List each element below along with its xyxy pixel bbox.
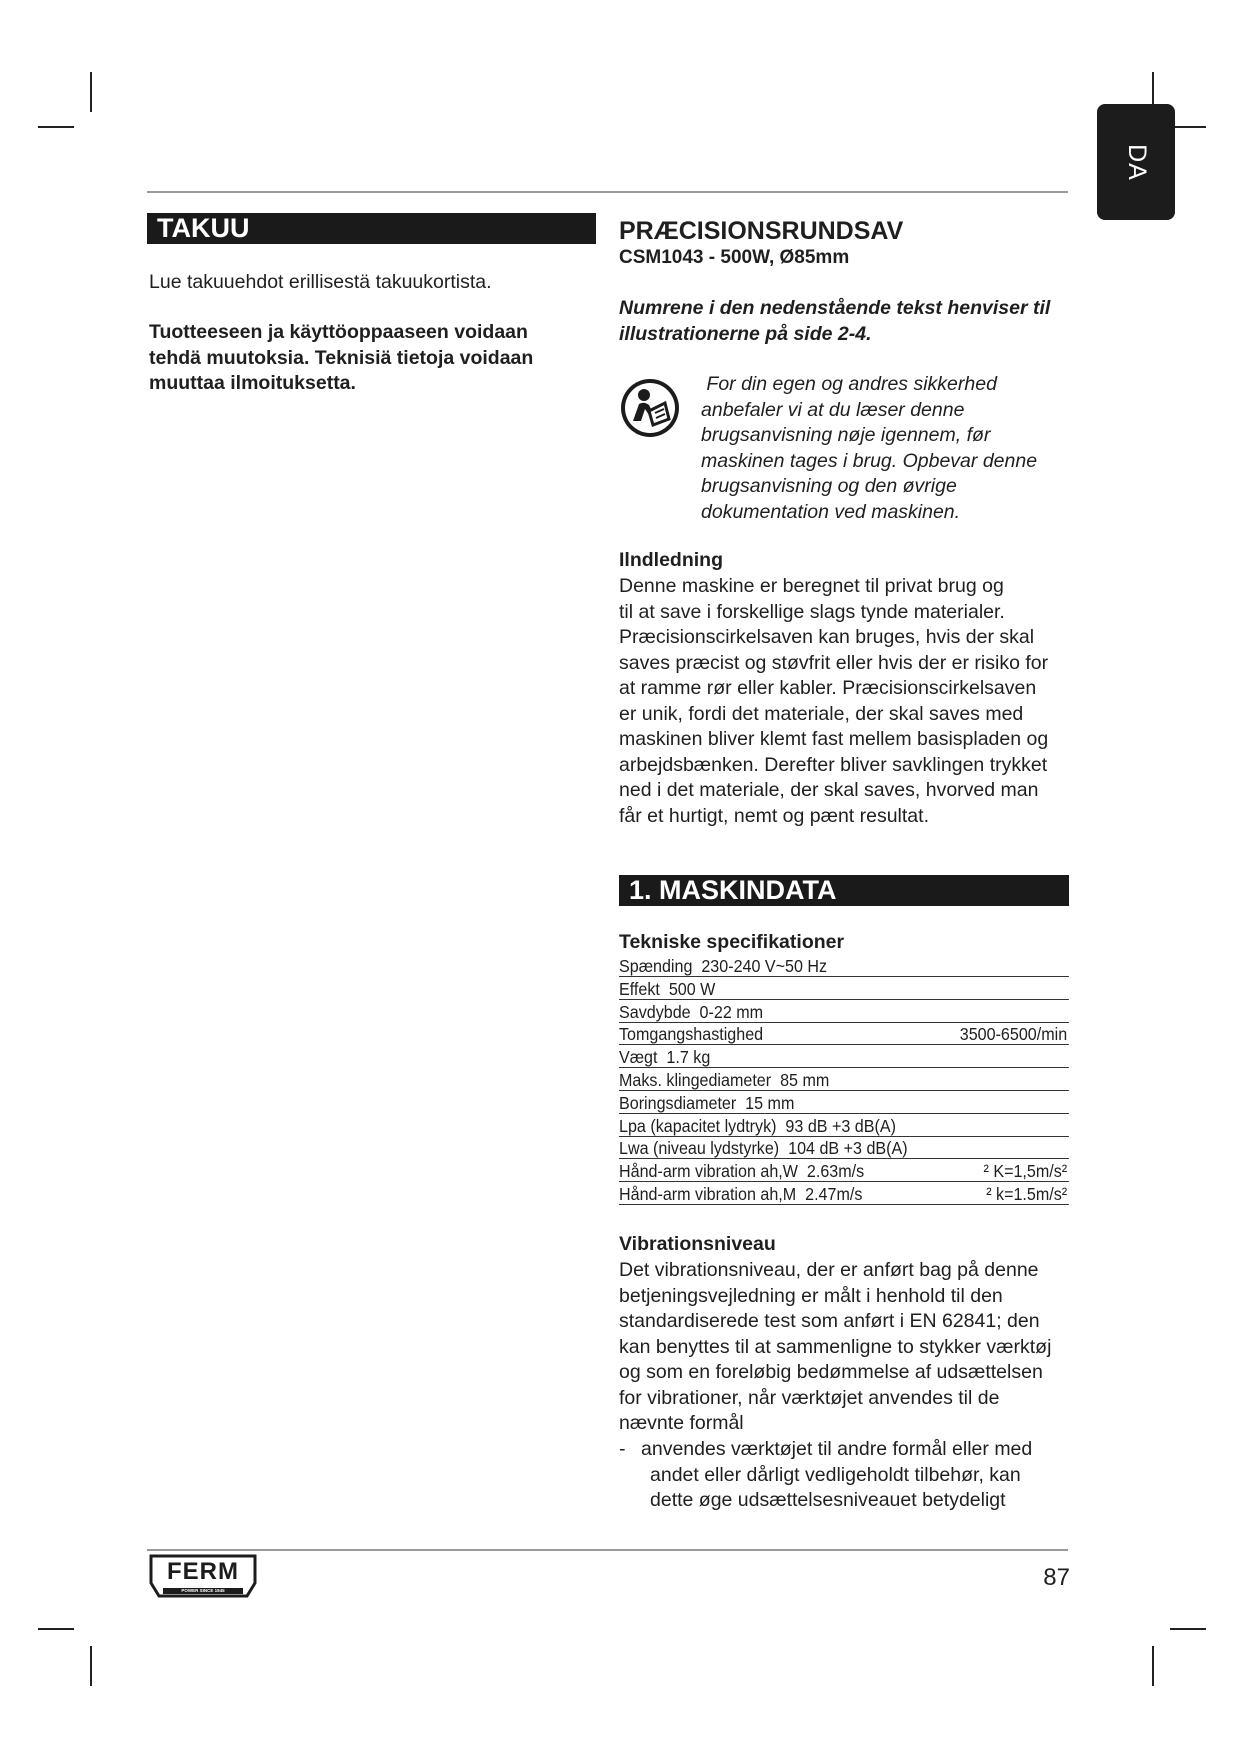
dash-marker: - <box>619 1438 626 1460</box>
spec-row <box>619 1116 1069 1137</box>
crop-mark <box>38 126 74 128</box>
text-line: dette øge udsættelsesniveauet betydeligt <box>650 1489 1006 1511</box>
takuu-paragraph: Lue takuuehdot erillisestä takuukortista. <box>149 271 492 293</box>
spec-label: Lpa (kapacitet lydtryk) 93 dB +3 dB(A) <box>619 1115 896 1136</box>
spec-label: Boringsdiameter 15 mm <box>619 1092 795 1113</box>
text-line: er unik, fordi det materiale, der skal saves med <box>619 702 1024 725</box>
spec-label: Savdybde 0-22 mm <box>619 1001 764 1022</box>
text-line: at ramme rør eller kabler. Præcisionscirkelsaven <box>619 677 1037 699</box>
text-line: Præcisionscirkelsaven kan bruges, hvis der skal <box>619 626 1035 648</box>
spec-heading: Tekniske specifikationer <box>619 931 845 953</box>
text-line: Denne maskine er beregnet til privat brug og <box>619 575 1004 597</box>
maskindata-banner <box>619 875 1069 906</box>
spec-label: Spænding 230-240 V~50 Hz <box>619 956 828 976</box>
spec-row <box>619 979 1069 1000</box>
spec-label: Effekt 500 W <box>619 978 716 999</box>
spec-value <box>1067 1002 1069 1022</box>
illustration-reference <box>619 296 1069 347</box>
text-line: Numrene i den nedenstående tekst henviser til <box>619 297 1051 319</box>
spec-row <box>619 1024 1069 1045</box>
text-line: illustrationerne på side 2-4. <box>619 322 872 345</box>
spec-value <box>1067 1070 1069 1090</box>
crop-mark <box>38 1628 74 1630</box>
spec-value <box>1067 956 1069 976</box>
text-line: ned i det materiale, der skal saves, hvorved man <box>619 779 1039 801</box>
text-line: arbejdsbænken. Derefter bliver savklingen trykket <box>619 753 1048 776</box>
spec-row <box>619 1070 1069 1091</box>
text-line: maskinen bliver klemt fast mellem basispladen og <box>619 728 1049 750</box>
spec-row <box>619 1002 1069 1023</box>
product-model: CSM1043 - 500W, Ø85mm <box>619 247 850 268</box>
page-number: 87 <box>1043 1564 1070 1591</box>
spec-table <box>619 956 1069 1207</box>
spec-value: ² K=1,5m/s² <box>983 1161 1068 1182</box>
crop-mark <box>90 72 92 112</box>
text-line: for vibrationer, når værktøjet anvendes til de <box>619 1386 1000 1409</box>
spec-value: ² k=1.5m/s² <box>986 1183 1068 1204</box>
read-manual-icon <box>619 377 681 439</box>
text-line: brugsanvisning og den øvrige <box>701 475 957 497</box>
text-line: Tuotteeseen ja käyttöoppaaseen voidaan <box>149 321 528 343</box>
footer-rule <box>147 1549 1068 1551</box>
text-line: nævnte formål <box>619 1412 744 1434</box>
text-line: brugsanvisning nøje igennem, før <box>701 424 991 446</box>
spec-row <box>619 1161 1069 1182</box>
spec-label: Hånd-arm vibration ah,M 2.47m/s <box>619 1183 863 1204</box>
intro-paragraph <box>619 574 1069 829</box>
text-line: og som en foreløbig bedømmelse af udsættelsen <box>619 1361 1043 1383</box>
ferm-logo <box>149 1553 257 1599</box>
spec-row <box>619 1184 1069 1205</box>
crop-mark <box>1170 126 1206 128</box>
header-rule <box>147 191 1068 193</box>
text-line: kan benyttes til at sammenligne to stykker værktøj <box>619 1335 1052 1358</box>
text-line: betjeningsvejledning er målt i henhold til den <box>619 1284 1003 1307</box>
spec-row <box>619 1138 1069 1159</box>
text-line: anbefaler vi at du læser denne <box>701 398 965 421</box>
spec-label: Tomgangshastighed <box>619 1024 764 1045</box>
spec-label: Maks. klingediameter 85 mm <box>619 1069 830 1090</box>
crop-mark <box>1152 1646 1154 1686</box>
spec-value <box>1067 979 1069 999</box>
text-line: standardiserede test som anført i EN 62841; den <box>619 1310 1040 1332</box>
takuu-banner <box>147 213 596 244</box>
spec-label: Lwa (niveau lydstyrke) 104 dB +3 dB(A) <box>619 1138 908 1159</box>
text-line: saves præcist og støvfrit eller hvis der er risiko for <box>619 651 1049 674</box>
crop-mark <box>90 1646 92 1686</box>
vibration-heading: Vibrationsniveau <box>619 1233 776 1255</box>
text-line: maskinen tages i brug. Opbevar denne <box>701 449 1038 472</box>
logo-tagline: POWER SINCE 1945 <box>181 1588 225 1593</box>
text-line: muuttaa ilmoituksetta. <box>149 372 356 394</box>
logo-wordmark: FERM <box>167 1558 239 1585</box>
text-line: får et hurtigt, nemt og pænt resultat. <box>619 804 929 827</box>
spec-label: Hånd-arm vibration ah,W 2.63m/s <box>619 1161 865 1182</box>
vibration-paragraph <box>619 1258 1069 1437</box>
text-line: tehdä muutoksia. Teknisiä tietoja voidaan <box>149 346 534 369</box>
text-line: For din egen og andres sikkerhed <box>701 373 997 395</box>
spec-label: Vægt 1.7 kg <box>619 1047 711 1068</box>
spec-row <box>619 1047 1069 1068</box>
language-tab <box>1097 104 1175 220</box>
list-item <box>619 1437 1069 1514</box>
spec-value: 3500-6500/min <box>959 1024 1068 1045</box>
spec-value <box>1067 1047 1069 1067</box>
text-line: anvendes værktøjet til andre formål eller med <box>641 1438 1033 1460</box>
takuu-notice <box>149 320 589 397</box>
text-line: dokumentation ved maskinen. <box>701 500 961 523</box>
spec-value <box>1067 1093 1069 1113</box>
intro-heading: Ilndledning <box>619 549 723 571</box>
spec-value <box>1067 1116 1069 1136</box>
takuu-banner-label: TAKUU <box>157 213 250 243</box>
maskindata-banner-label: 1. MASKINDATA <box>629 875 837 905</box>
text-line: andet eller dårligt vedligeholdt tilbehør, kan <box>650 1463 1021 1486</box>
safety-note <box>701 372 1069 525</box>
language-tab-label: DA <box>1122 143 1151 181</box>
spec-value <box>1067 1138 1069 1158</box>
text-line: Det vibrationsniveau, der er anført bag på denne <box>619 1259 1039 1281</box>
text-line: til at save i forskellige slags tynde materialer. <box>619 600 1005 623</box>
crop-mark <box>1170 1628 1206 1630</box>
spec-row <box>619 956 1069 977</box>
spec-row <box>619 1093 1069 1114</box>
product-title: PRÆCISIONSRUNDSAV <box>619 217 904 245</box>
